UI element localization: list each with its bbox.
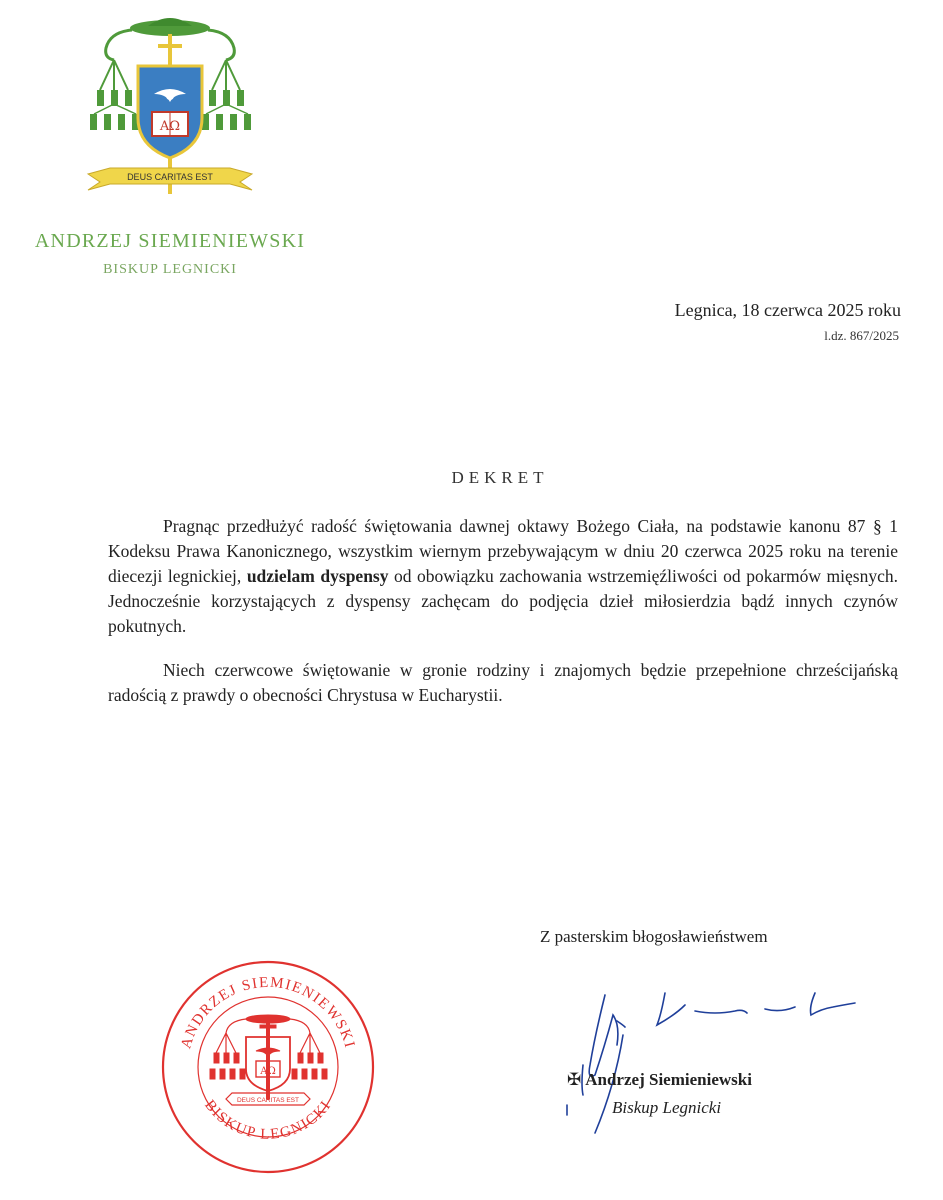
document-body (108, 514, 898, 708)
paragraph-1-emphasis: udzielam dyspensy (246, 566, 389, 586)
signer-role: Biskup Legnicki (612, 1098, 722, 1117)
signer-name (567, 1070, 752, 1090)
seal-bottom-text: BISKUP LEGNICKI (201, 1097, 335, 1143)
place-date: Legnica, 18 czerwca 2025 roku (674, 300, 901, 320)
seal-top-text: ANDRZEJ SIEMIENIEWSKI (178, 974, 358, 1051)
signer-name-text: Andrzej Siemieniewski (585, 1070, 752, 1089)
paragraph-1-text-end: od obowiązku zachowania wstrzemięźliwości od pokarmów mięsnych. Jednocześnie korzystających z dyspensy zachęcam do podjęcia dzieł miłosierdzia bądź innych czynów pokutnych. (108, 566, 898, 636)
issuer-title: BISKUP LEGNICKI (103, 262, 237, 277)
seal-book-letters: AΩ (260, 1066, 276, 1077)
document-title: DEKRET (451, 468, 549, 487)
body-paragraph-2: Niech czerwcowe świętowanie w gronie rodziny i znajomych będzie przepełnione chrześcijańską radością z prawdy o obecności Chrystusa w Eucharystii. (108, 660, 898, 705)
official-seal-stamp (158, 957, 378, 1177)
issuer-name: ANDRZEJ SIEMIENIEWSKI (34, 230, 306, 252)
cross-icon: ✠ (567, 1070, 582, 1089)
paragraph-1-text-start: Pragnąc przedłużyć radość świętowania dawnej oktawy Bożego Ciała, na podstawie kanonu 87 § 1 Kodeksu Prawa Kanonicznego, wszystkim wiernym przebywającym w dniu 20 czerwca 2025 roku na terenie diecezji legnickiej, (108, 516, 898, 586)
coat-motto: DEUS CARITAS EST (127, 172, 213, 182)
closing-greeting: Z pasterskim błogosławieństwem (540, 927, 768, 946)
reference-number: l.dz. 867/2025 (824, 328, 899, 343)
body-paragraph-1 (108, 514, 898, 639)
seal-motto: DEUS CARITAS EST (236, 1097, 300, 1104)
coat-of-arms-emblem (70, 8, 270, 208)
book-letters: AΩ (159, 119, 181, 134)
